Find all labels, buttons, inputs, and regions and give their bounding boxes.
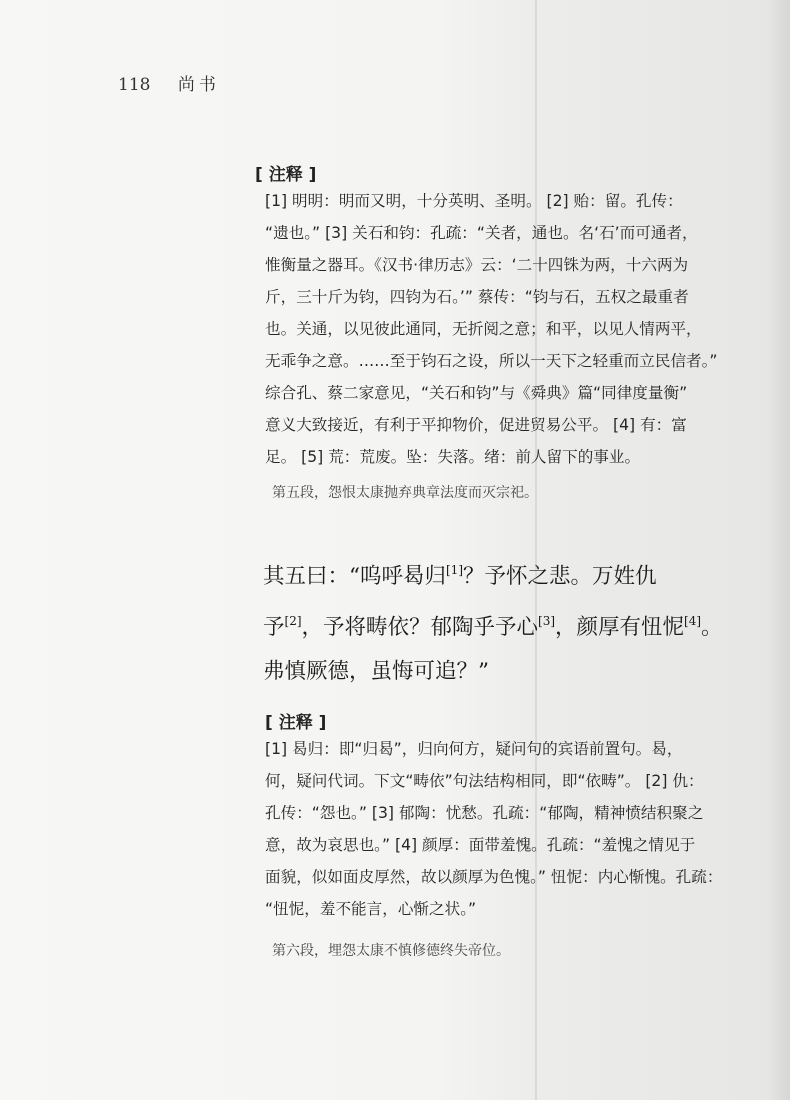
footnote-ref: [2] <box>284 614 302 628</box>
note-line: “遗也。” [3] 关石和钧：孔疏：“关者，通也。名‘石’而可通者， <box>265 224 698 242</box>
footnote-ref: [3] <box>538 614 556 628</box>
classical-verse <box>263 548 763 694</box>
note-line: [1] 明明：明而又明，十分英明、圣明。 [2] 贻：留。孔传： <box>265 192 683 210</box>
note-line: 何，疑问代词。下文“畴依”句法结构相同，即“依畴”。 [2] 仇： <box>265 772 704 790</box>
verse-line-2: 予[2]，予将畴依？郁陶乎予心[3]，颜厚有忸怩[4]。 <box>263 614 723 640</box>
footnote-ref: [1] <box>446 563 463 577</box>
note-line: 面貌，似如面皮厚然，故以颜厚为色愧。” 忸怩：内心惭愧。孔疏： <box>265 868 723 886</box>
running-header <box>118 70 220 95</box>
footnote-ref: [4] <box>684 614 702 628</box>
notes-heading-1: [ 注释 ] <box>255 165 317 185</box>
note-line: 孔传：“怨也。” [3] 郁陶：忧愁。孔疏：“郁陶，精神愤结积聚之 <box>265 804 704 822</box>
note-line: 意，故为哀思也。” [4] 颜厚：面带羞愧。孔疏：“羞愧之情见于 <box>265 836 696 854</box>
verse-line-1: 其五曰：“呜呼曷归[1]？予怀之悲。万姓仇 <box>263 563 657 589</box>
notes-heading-2: [ 注释 ] <box>265 713 327 733</box>
note-line: 足。 [5] 荒：荒废。坠：失落。绪：前人留下的事业。 <box>265 448 641 466</box>
page-edge <box>770 0 790 1100</box>
paragraph-summary-5: 第五段，怨恨太康抛弃典章法度而灭宗祀。 <box>272 485 538 501</box>
note-line: “忸怩，羞不能言，心惭之状。” <box>265 900 477 918</box>
note-line: 无乖争之意。……至于钧石之设，所以一天下之轻重而立民信者。” <box>265 352 718 370</box>
note-line: [1] 曷归：即“归曷”，归向何方，疑问句的宾语前置句。曷， <box>265 740 683 758</box>
notes-block-2 <box>265 733 723 925</box>
note-line: 也。关通，以见彼此通同，无折阅之意；和平，以见人情两平， <box>265 320 702 338</box>
note-line: 综合孔、蔡二家意见，“关石和钧”与《舜典》篇“同律度量衡” <box>265 384 688 402</box>
note-line: 意义大致接近，有利于平抑物价，促进贸易公平。 [4] 有：富 <box>265 416 687 434</box>
book-title: 尚书 <box>177 75 220 95</box>
notes-block-1 <box>265 185 718 473</box>
note-line: 惟衡量之器耳。《汉书·律历志》云：‘二十四铢为两，十六两为 <box>265 256 689 274</box>
note-line: 斤，三十斤为钧，四钧为石。’” 蔡传：“钧与石，五权之最重者 <box>265 288 689 306</box>
paragraph-summary-6: 第六段，埋怨太康不慎修德终失帝位。 <box>272 943 510 959</box>
verse-line-3: 弗慎厥德，虽悔可追？” <box>263 659 489 684</box>
page-number: 118 <box>118 75 151 95</box>
